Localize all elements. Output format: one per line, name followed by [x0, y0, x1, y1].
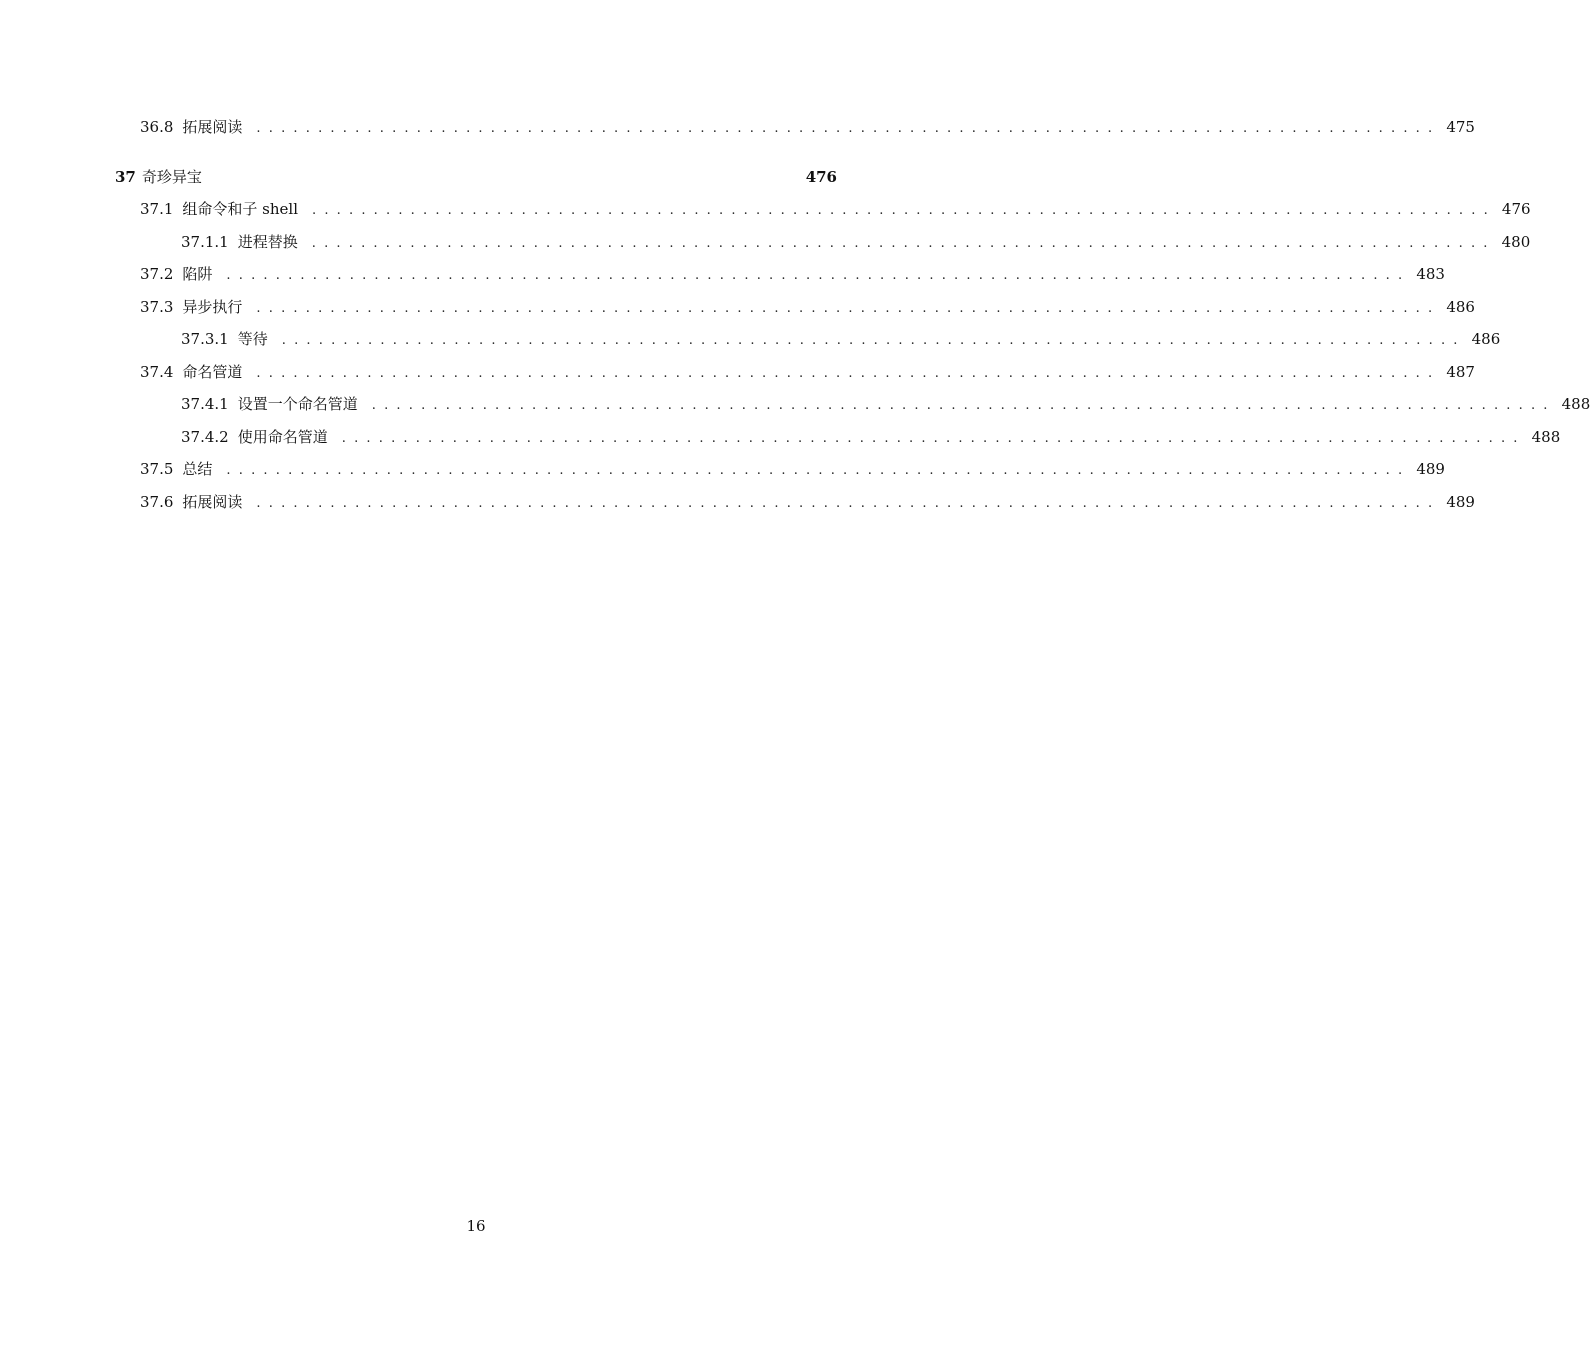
- toc-entry-number: 37.3: [140, 298, 174, 316]
- toc-entry-number: 37.4.2: [181, 428, 229, 446]
- toc-entry-number: 37.1: [140, 200, 174, 218]
- toc-leader-dots: ................................................................................................: [256, 301, 1441, 316]
- toc-leader-dots: ................................................................................................: [256, 121, 1441, 136]
- toc-entry-number: 37.6: [140, 493, 174, 511]
- toc-entry-page: 488: [1561, 395, 1590, 413]
- toc-entry-page: 476: [1501, 200, 1531, 218]
- toc-entry-section[interactable]: [140, 199, 1531, 221]
- toc-leader-dots: ................................................................................................: [371, 398, 1556, 413]
- toc-entry-section[interactable]: [140, 459, 1445, 481]
- toc-entry-section[interactable]: [140, 297, 1475, 319]
- toc-entry-chapter[interactable]: [115, 167, 837, 187]
- toc-entry-section[interactable]: [140, 117, 1475, 139]
- toc-leader-dots: ................................................................................................: [281, 333, 1466, 348]
- toc-entry-page: 489: [1416, 460, 1445, 478]
- toc-entry-title: 拓展阅读: [182, 493, 243, 511]
- toc-entry-title: 命名管道: [182, 363, 243, 381]
- toc-entry-title: 使用命名管道: [237, 428, 328, 446]
- toc-entry-number: 37.5: [140, 460, 174, 478]
- toc-entry-subsection[interactable]: [181, 394, 1590, 416]
- toc-entry-title: 进程替换: [237, 233, 298, 251]
- toc-entry-number: 37.3.1: [181, 330, 229, 348]
- toc-entry-number: 36.8: [140, 118, 174, 136]
- toc-leader-dots: ................................................................................................: [312, 203, 1496, 218]
- page-number: 16: [466, 1217, 486, 1235]
- toc-entry-page: 475: [1446, 118, 1475, 136]
- toc-entry-title: 总结: [182, 460, 213, 478]
- toc-entry-page: 483: [1416, 265, 1445, 283]
- toc-entry-page: 487: [1446, 363, 1475, 381]
- toc-entry-subsection[interactable]: [181, 232, 1531, 254]
- toc-entry-title: 拓展阅读: [182, 118, 243, 136]
- toc-entry-page: 488: [1531, 428, 1561, 446]
- toc-entry-number: 37.2: [140, 265, 174, 283]
- toc-leader-dots: ................................................................................................: [256, 496, 1441, 511]
- toc-entry-section[interactable]: [140, 264, 1445, 286]
- toc-entry-title: 奇珍异宝: [141, 168, 202, 186]
- toc-entry-title: 等待: [237, 330, 268, 348]
- toc-entry-title: 异步执行: [182, 298, 243, 316]
- toc-leader-dots: ................................................................................................: [341, 431, 1526, 446]
- toc-entry-page: 476: [805, 168, 837, 186]
- toc-entry-number: 37.4: [140, 363, 174, 381]
- toc-entry-page: 489: [1446, 493, 1475, 511]
- toc-leader-dots: ................................................................................................: [226, 463, 1411, 478]
- toc-entry-title: 陷阱: [182, 265, 213, 283]
- toc-entry-page: 486: [1446, 298, 1475, 316]
- toc-entry-number: 37: [115, 168, 136, 186]
- toc-leader-dots: ................................................................................................: [256, 366, 1441, 381]
- toc-entry-title: 设置一个命名管道: [237, 395, 358, 413]
- toc-entry-number: 37.4.1: [181, 395, 229, 413]
- toc-entry-page: 480: [1501, 233, 1531, 251]
- toc-entry-page: 486: [1471, 330, 1501, 348]
- toc-leader-dots: ................................................................................................: [226, 268, 1411, 283]
- toc-entry-subsection[interactable]: [181, 427, 1561, 449]
- toc-entry-number: 37.1.1: [181, 233, 229, 251]
- toc-entry-subsection[interactable]: [181, 329, 1501, 351]
- toc-leader-dots: ................................................................................................: [311, 236, 1496, 251]
- toc-entry-title: 组命令和子 shell: [182, 200, 299, 218]
- toc-entry-section[interactable]: [140, 362, 1475, 384]
- toc-entry-section[interactable]: [140, 492, 1475, 514]
